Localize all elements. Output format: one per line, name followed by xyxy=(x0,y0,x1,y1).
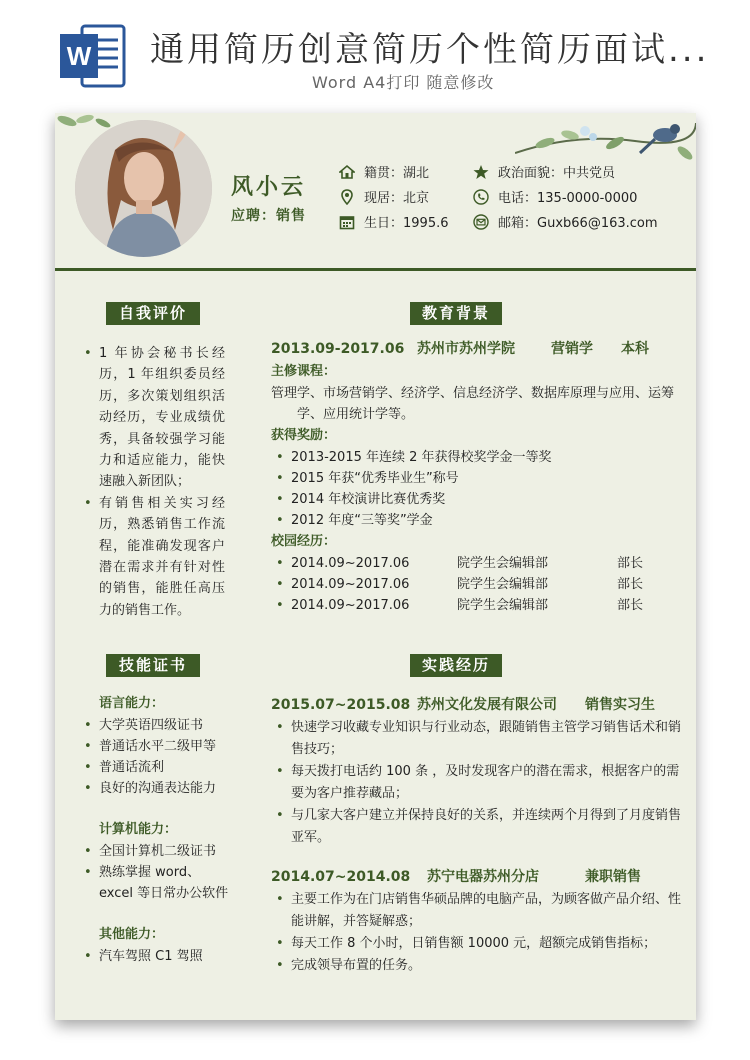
profile-photo xyxy=(75,120,212,257)
email-icon xyxy=(473,214,489,230)
job-company: 苏州文化发展有限公司 xyxy=(417,697,557,713)
home-icon xyxy=(339,164,355,180)
job-period: 2015.07~2015.08 xyxy=(271,697,411,713)
campus-list xyxy=(271,553,681,616)
education-period: 2013.09-2017.06 xyxy=(271,341,405,357)
job-role: 兼职销售 xyxy=(585,869,641,885)
skills-group-label: 其他能力： xyxy=(99,927,165,942)
section-title-self-eval: 自我评价 xyxy=(106,302,200,325)
list-item: • 2013-2015 年连续 2 年获得校奖学金一等奖 xyxy=(271,447,681,468)
job-period: 2014.07~2014.08 xyxy=(271,869,411,885)
list-item: • 2014.09~2017.06 院学生会编辑部 部长 xyxy=(271,595,681,616)
skills-block xyxy=(79,693,239,967)
list-item: • 熟练掌握 word、excel 等日常办公软件 xyxy=(79,862,229,904)
list-item: • 普通话流利 xyxy=(79,757,239,778)
practice-block xyxy=(271,693,681,977)
skills-group-label: 语言能力： xyxy=(99,696,165,711)
info-birthday: 生日：1995.6 xyxy=(339,214,449,234)
skills-list-other xyxy=(79,946,239,967)
info-phone: 电话：135-0000-0000 xyxy=(473,189,637,209)
courses-text: 管理学、市场营销学、经济学、信息经济学、数据库原理与应用、运筹学、应用统计学等。 xyxy=(271,386,675,422)
list-item: • 普通话水平二级甲等 xyxy=(79,736,239,757)
list-item: • 全国计算机二级证书 xyxy=(79,841,239,862)
info-hometown: 籍贯：湖北 xyxy=(339,164,429,184)
list-item: • 2012 年度“三等奖”学金 xyxy=(271,510,681,531)
word-icon-letter: W xyxy=(66,41,92,71)
job-header-row xyxy=(271,865,681,889)
info-residence: 现居：北京 xyxy=(339,189,429,209)
list-item: • 2014.09~2017.06 院学生会编辑部 部长 xyxy=(271,574,681,595)
list-item: • 与几家大客户建立并保持良好的关系，并连续两个月得到了月度销售亚军。 xyxy=(271,805,681,849)
location-pin-icon xyxy=(339,189,355,205)
document-title: 通用简历创意简历个性简历面试... xyxy=(150,30,710,70)
apply-label: 应聘： xyxy=(231,208,276,224)
list-item: • 良好的沟通表达能力 xyxy=(79,778,239,799)
job-role: 销售实习生 xyxy=(585,697,655,713)
self-eval-list xyxy=(79,343,225,621)
education-school: 苏州市苏州学院 xyxy=(417,341,515,357)
top-bar xyxy=(0,0,750,105)
education-block xyxy=(271,337,681,616)
portrait-image xyxy=(75,120,212,257)
document-subtitle: Word A4打印 随意修改 xyxy=(312,73,495,92)
education-degree: 本科 xyxy=(621,341,649,357)
list-item: • 主要工作为在门店销售华硕品牌的电脑产品，为顾客做产品介绍、性能讲解，并答疑解惑； xyxy=(271,889,681,933)
job-duties-list xyxy=(271,717,681,849)
apply-position xyxy=(231,205,306,225)
awards-list xyxy=(271,447,681,531)
skills-group-label: 计算机能力： xyxy=(99,822,178,837)
list-item: • 2015 年获“优秀毕业生”称号 xyxy=(271,468,681,489)
word-file-icon xyxy=(58,22,128,90)
candidate-name: 风小云 xyxy=(231,175,307,200)
section-title-skills: 技能证书 xyxy=(106,654,200,677)
list-item: • 大学英语四级证书 xyxy=(79,715,239,736)
list-item: • 1 年协会秘书长经历，1 年组织委员经历，多次策划组织活动经历，专业成绩优秀，具备较强学习能力和适应能力，能快速融入新团队； xyxy=(79,343,225,493)
list-item: • 每天拨打电话约 100 条 ，及时发现客户的潜在需求，根据客户的需要为客户推荐藏品； xyxy=(271,761,681,805)
list-item: • 汽车驾照 C1 驾照 xyxy=(79,946,239,967)
education-header-row xyxy=(271,337,681,361)
section-title-education: 教育背景 xyxy=(410,302,502,325)
profile-header xyxy=(55,113,696,271)
campus-label: 校园经历： xyxy=(271,534,337,549)
star-icon xyxy=(473,164,489,180)
list-item: • 2014 年校演讲比赛优秀奖 xyxy=(271,489,681,510)
job-duties-list xyxy=(271,889,681,977)
education-major: 营销学 xyxy=(551,341,593,357)
awards-label: 获得奖励： xyxy=(271,428,337,443)
section-title-practice: 实践经历 xyxy=(410,654,502,677)
list-item: • 每天工作 8 个小时，日销售额 10000 元，超额完成销售指标； xyxy=(271,933,681,955)
courses-label: 主修课程： xyxy=(271,364,337,379)
calendar-icon xyxy=(339,214,355,230)
resume-page xyxy=(55,113,696,1020)
phone-icon xyxy=(473,189,489,205)
job-header-row xyxy=(271,693,681,717)
list-item: • 2014.09~2017.06 院学生会编辑部 部长 xyxy=(271,553,681,574)
job-company: 苏宁电器苏州分店 xyxy=(427,869,539,885)
skills-list-language xyxy=(79,715,239,799)
skills-list-computer xyxy=(79,841,239,904)
info-email: 邮箱：Guxb66@163.com xyxy=(473,214,658,234)
list-item: • 快速学习收藏专业知识与行业动态，跟随销售主管学习销售话术和销售技巧； xyxy=(271,717,681,761)
info-political: 政治面貌：中共党员 xyxy=(473,164,615,184)
list-item: • 有销售相关实习经历，熟悉销售工作流程，能准确发现客户潜在需求并有针对性的销售，能胜任高压力的销售工作。 xyxy=(79,493,225,621)
list-item: • 完成领导布置的任务。 xyxy=(271,955,681,977)
apply-value: 销售 xyxy=(276,208,306,224)
